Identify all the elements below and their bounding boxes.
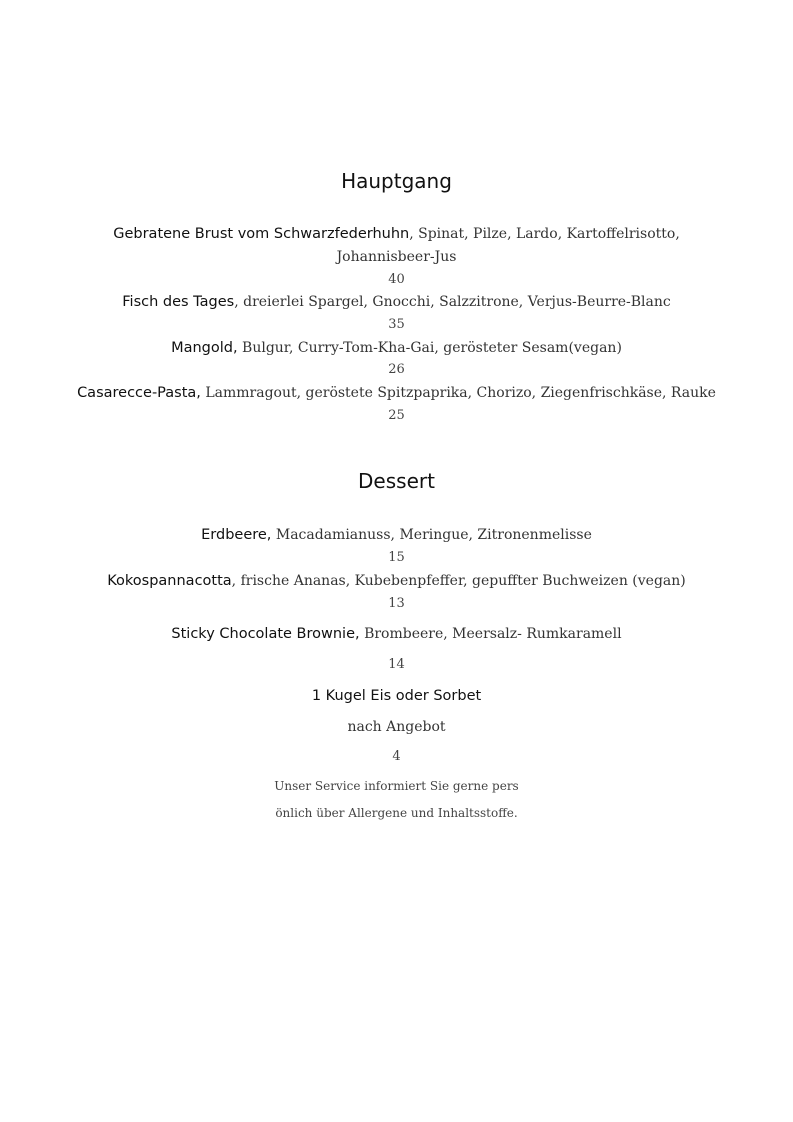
dish-description: Macadamianuss, Meringue, Zitronenmelisse bbox=[271, 527, 592, 543]
dish-name: Gebratene Brust vom Schwarzfederhuhn bbox=[113, 226, 410, 242]
allergen-notice-line-2: önlich über Allergene und Inhaltsstoffe. bbox=[275, 806, 518, 820]
menu-item-fisch bbox=[0, 291, 793, 313]
dish-description: dreierlei Spargel, Gnocchi, Salzzitrone, Verjus-Beurre-Blanc bbox=[238, 294, 671, 310]
menu-item-kokospannacotta bbox=[0, 570, 793, 592]
dish-description: Bulgur, Curry-Tom-Kha-Gai, gerösteter Sesam(vegan) bbox=[237, 340, 622, 356]
dish-price: 4 bbox=[392, 749, 401, 764]
section-title-main-course: Hauptgang bbox=[341, 169, 452, 193]
dish-name: Casarecce-Pasta, bbox=[77, 385, 201, 401]
dish-name: Erdbeere, bbox=[201, 527, 272, 543]
dish-description-continued: Johannisbeer-Jus bbox=[336, 249, 457, 265]
dish-description: Spinat, Pilze, Lardo, Kartoffelrisotto, bbox=[413, 226, 680, 242]
dish-price: 25 bbox=[388, 408, 405, 423]
menu-item-eis bbox=[0, 685, 793, 707]
menu-item-erdbeere bbox=[0, 524, 793, 546]
dish-separator: , bbox=[409, 226, 414, 242]
dish-description: nach Angebot bbox=[347, 719, 446, 735]
dish-description: Brombeere, Meersalz- Rumkaramell bbox=[359, 626, 622, 642]
dish-price: 35 bbox=[388, 317, 405, 332]
dish-name: Mangold, bbox=[171, 340, 238, 356]
dish-description: frische Ananas, Kubebenpfeffer, gepuffter Buchweizen (vegan) bbox=[236, 573, 686, 589]
dish-price: 40 bbox=[388, 272, 405, 287]
dish-price: 14 bbox=[388, 657, 405, 672]
menu-item-brownie bbox=[0, 623, 793, 645]
menu-item-pasta bbox=[0, 382, 793, 404]
dish-price: 13 bbox=[388, 596, 405, 611]
allergen-notice-line-1: Unser Service informiert Sie gerne pers bbox=[274, 779, 519, 793]
section-title-dessert: Dessert bbox=[358, 469, 435, 493]
dish-separator: , bbox=[231, 573, 237, 589]
dish-name: 1 Kugel Eis oder Sorbet bbox=[311, 688, 482, 704]
menu-item-mangold bbox=[0, 337, 793, 359]
dish-name: Sticky Chocolate Brownie, bbox=[171, 626, 360, 642]
dish-price: 15 bbox=[388, 550, 405, 565]
dish-name: Kokospannacotta bbox=[107, 573, 232, 589]
menu-item-huhn bbox=[0, 223, 793, 245]
dish-separator: , bbox=[234, 294, 239, 310]
dish-name: Fisch des Tages bbox=[122, 294, 235, 310]
dish-description: Lammragout, geröstete Spitzpaprika, Chorizo, Ziegenfrischkäse, Rauke bbox=[200, 385, 716, 401]
dish-price: 26 bbox=[388, 362, 405, 377]
